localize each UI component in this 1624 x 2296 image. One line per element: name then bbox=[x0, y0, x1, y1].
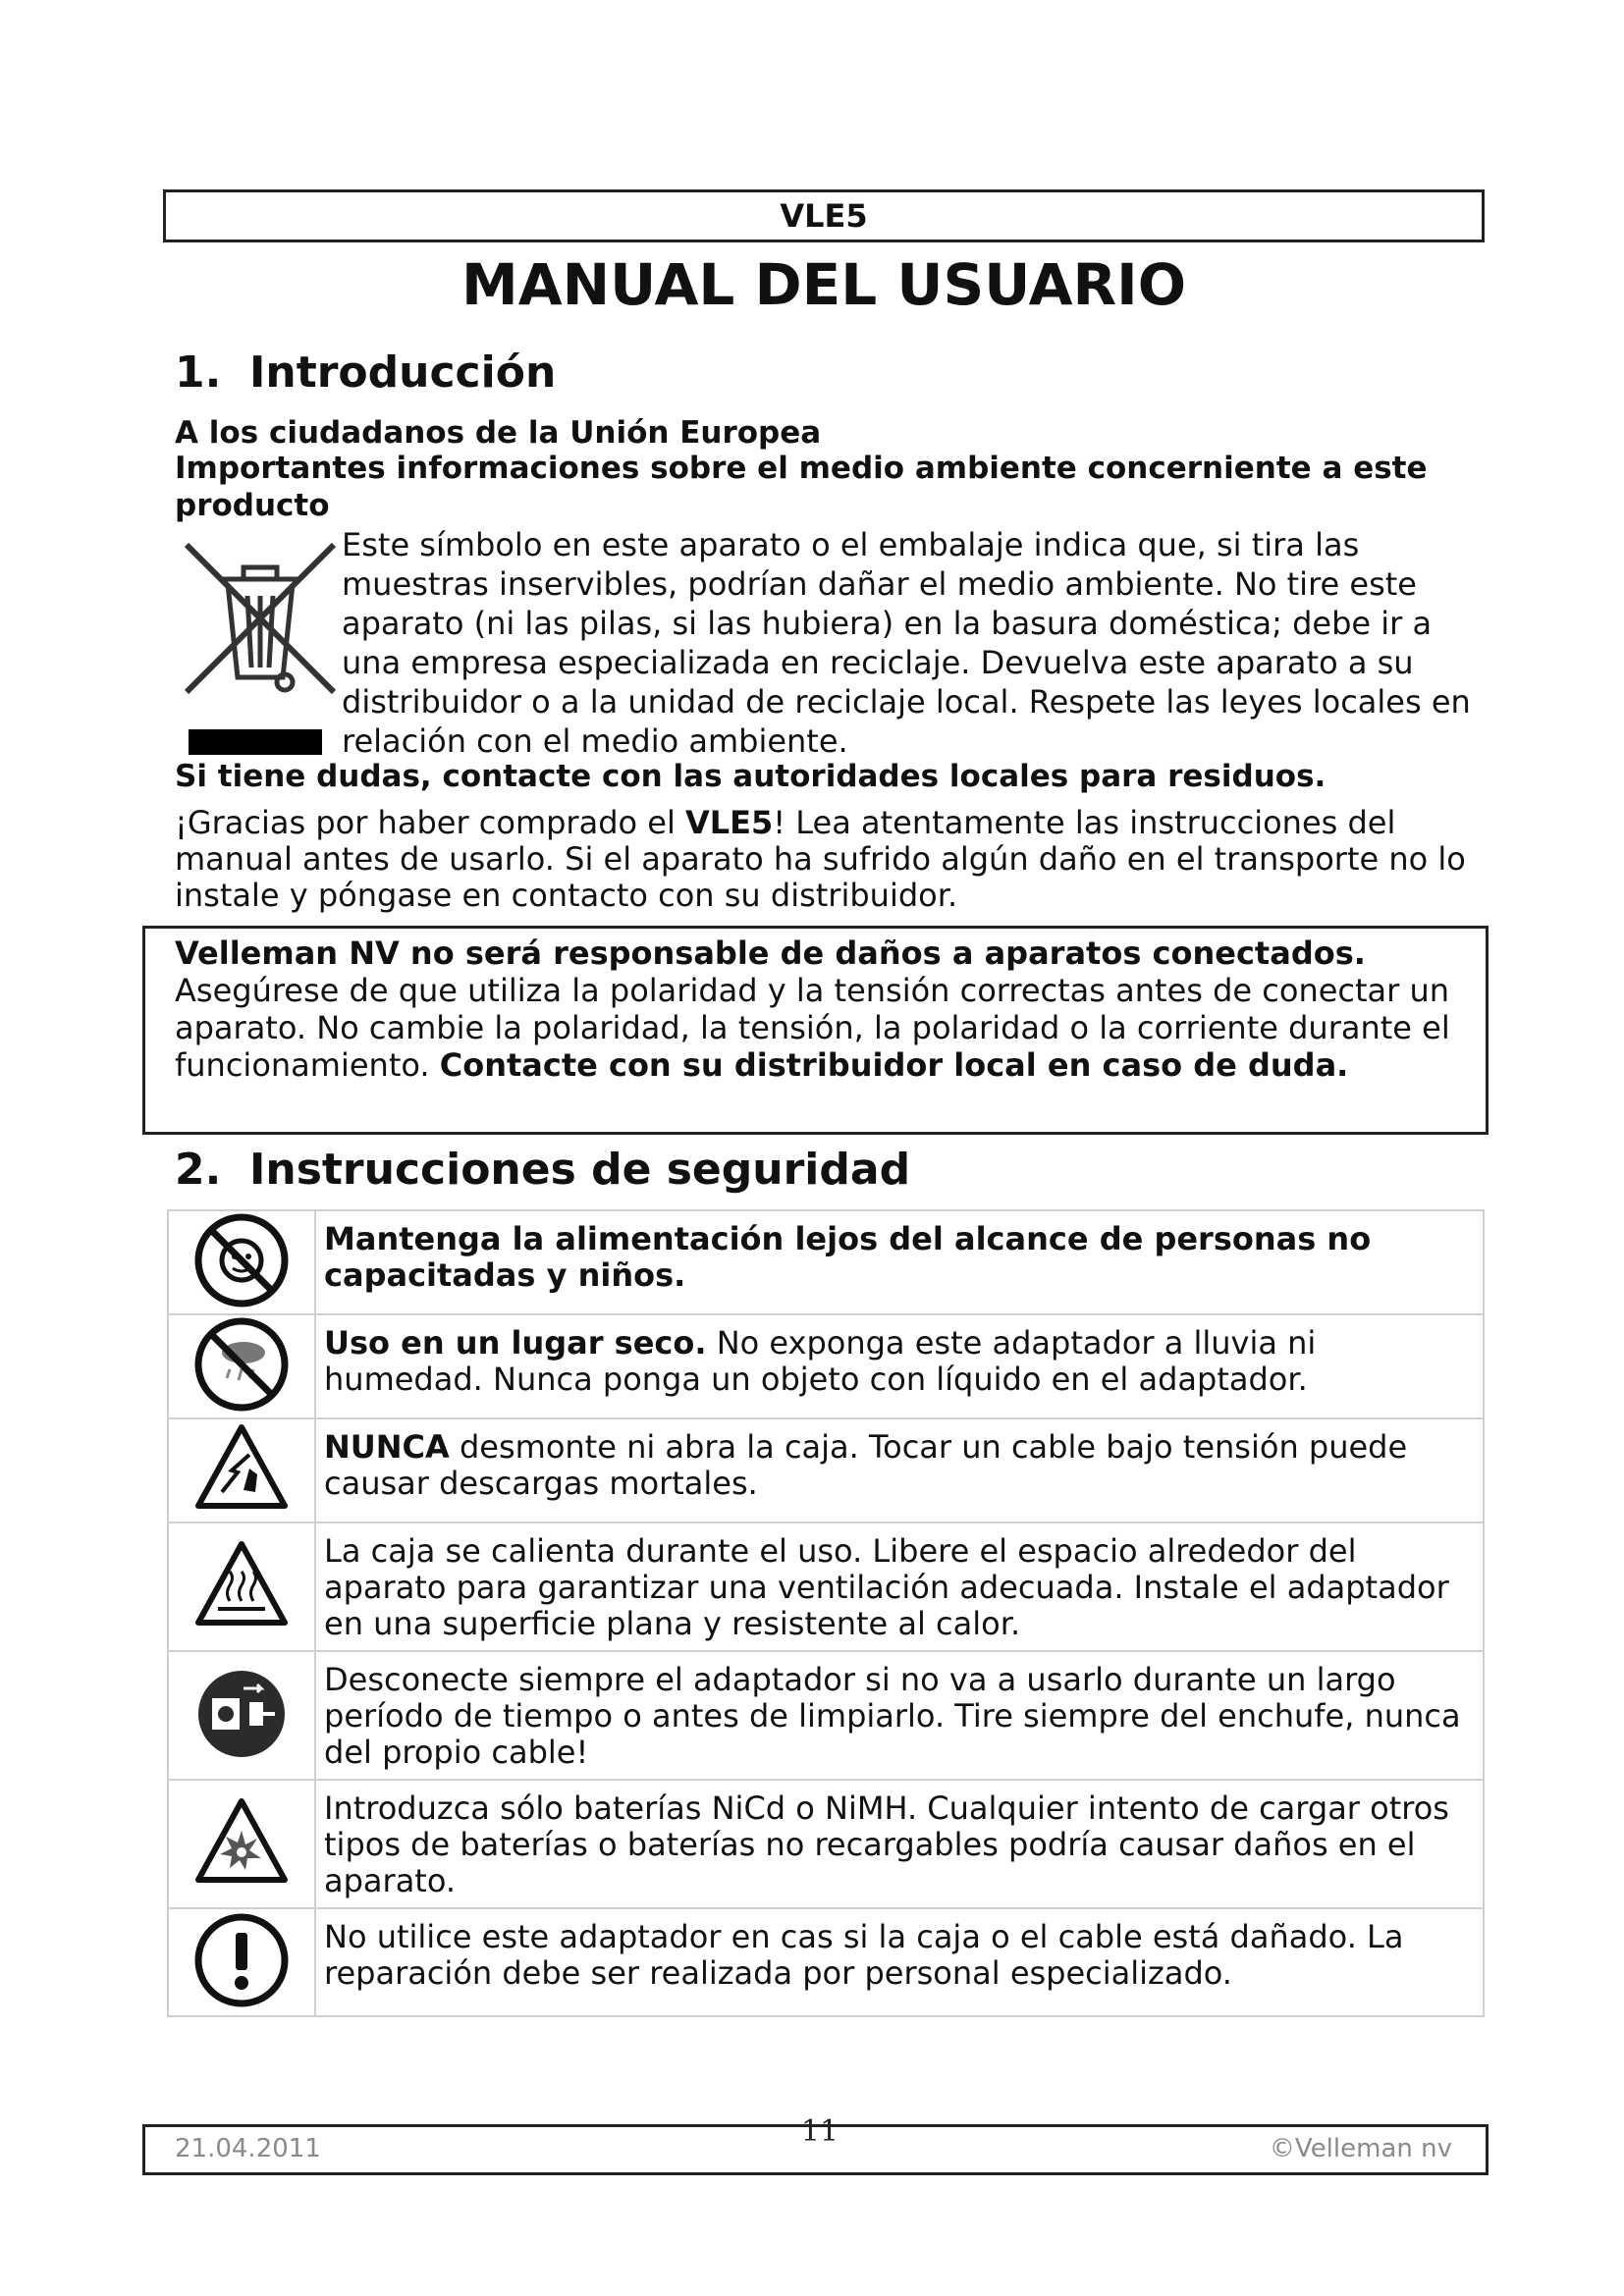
thanks-text-end: ! Lea atentamente las instrucciones del manual antes de usarlo. Si el aparato ha sufrido algún daño en el transporte no lo instale y póngase en contacto con su distribuidor. bbox=[175, 804, 1466, 914]
section-1-title: Introducción bbox=[249, 347, 557, 398]
thanks-text-start: ¡Gracias por haber comprado el bbox=[175, 804, 685, 841]
notice-heading: Velleman NV no será responsable de daños a aparatos conectados. bbox=[175, 934, 1366, 972]
no-children-icon bbox=[168, 1210, 315, 1314]
safety-text: desmonte ni abra la caja. Tocar un cable bajo tensión puede causar descargas mortales. bbox=[324, 1428, 1408, 1502]
notice-body: Asegúrese de que utiliza la polaridad y la tensión correctas antes de conectar un aparato. No cambie la polaridad, la tensión, la polaridad o la corriente durante el funcionamiento. bbox=[175, 972, 1450, 1084]
safety-bold-text: NUNCA bbox=[324, 1428, 450, 1466]
safety-row bbox=[168, 1314, 1484, 1418]
thanks-paragraph bbox=[175, 805, 1481, 914]
section-1-number: 1. bbox=[175, 347, 222, 398]
safety-row bbox=[168, 1908, 1484, 2016]
weee-black-bar bbox=[189, 729, 322, 755]
safety-row bbox=[168, 1651, 1484, 1780]
safety-row bbox=[168, 1418, 1484, 1522]
footer-date: 21.04.2011 bbox=[175, 2134, 321, 2163]
explosion-warning-icon bbox=[168, 1780, 315, 1908]
safety-text: No exponga este adaptador a lluvia ni humedad. Nunca ponga un objeto con líquido en el adaptador. bbox=[324, 1324, 1317, 1398]
eu-heading: A los ciudadanos de la Unión Europea bbox=[175, 415, 822, 451]
page-number: 11 bbox=[800, 2114, 839, 2149]
safety-row bbox=[168, 1210, 1484, 1314]
electric-shock-warning-icon bbox=[168, 1418, 315, 1522]
page-title: MANUAL DEL USUARIO bbox=[460, 251, 1187, 318]
safety-text: La caja se calienta durante el uso. Libere el espacio alrededor del aparato para garantizar una ventilación adecuada. Instale el adaptador en una superficie plana y resistente al calor. bbox=[324, 1532, 1449, 1642]
safety-instructions-table bbox=[167, 1209, 1485, 2017]
hot-surface-warning-icon bbox=[168, 1522, 315, 1651]
thanks-model: VLE5 bbox=[685, 804, 774, 841]
weee-paragraph: Este símbolo en este aparato o el embalaje indica que, si tira las muestras inservibles, podrían dañar el medio ambiente. No tire este aparato (ni las pilas, si las hubiera) en la basura doméstica; debe ir a una empresa especializada en reciclaje. Devuelva este aparato a su distribuidor o a la unidad de reciclaje local. Respete las leyes locales en relación con el medio ambiente. bbox=[342, 526, 1471, 760]
section-2-number: 2. bbox=[175, 1145, 222, 1195]
notice-contact: Contacte con su distribuidor local en caso de duda. bbox=[439, 1046, 1349, 1084]
safety-bold-text: Mantenga la alimentación lejos del alcance de personas no capacitadas y niños. bbox=[324, 1220, 1372, 1294]
section-2-title: Instrucciones de seguridad bbox=[249, 1145, 911, 1195]
model-name: VLE5 bbox=[780, 197, 868, 235]
section-1-heading bbox=[175, 344, 556, 402]
doubts-line: Si tiene dudas, contacte con las autoridades locales para residuos. bbox=[175, 759, 1326, 794]
safety-text: No utilice este adaptador en cas si la caja o el cable está dañado. La reparación debe ser realizada por personal especializado. bbox=[324, 1918, 1404, 1992]
model-header-box bbox=[163, 189, 1485, 242]
liability-notice-box bbox=[142, 926, 1489, 1135]
safety-bold-text: Uso en un lugar seco. bbox=[324, 1324, 707, 1362]
safety-text: Introduzca sólo baterías NiCd o NiMH. Cualquier intento de cargar otros tipos de baterías o baterías no recargables podría causar daños en el aparato. bbox=[324, 1789, 1449, 1899]
safety-row bbox=[168, 1780, 1484, 1908]
env-heading: Importantes informaciones sobre el medio ambiente concerniente a este producto bbox=[175, 451, 1428, 523]
exclamation-icon bbox=[168, 1908, 315, 2016]
no-rain-icon bbox=[168, 1314, 315, 1418]
safety-text: Desconecte siempre el adaptador si no va a usarlo durante un largo período de tiempo o antes de limpiarlo. Tire siempre del enchufe, nunca del propio cable! bbox=[324, 1661, 1461, 1771]
footer-copyright: ©Velleman nv bbox=[1269, 2134, 1452, 2163]
safety-row bbox=[168, 1522, 1484, 1651]
weee-crossed-bin-icon bbox=[177, 535, 344, 702]
section-2-heading bbox=[175, 1141, 910, 1200]
unplug-icon bbox=[168, 1651, 315, 1780]
